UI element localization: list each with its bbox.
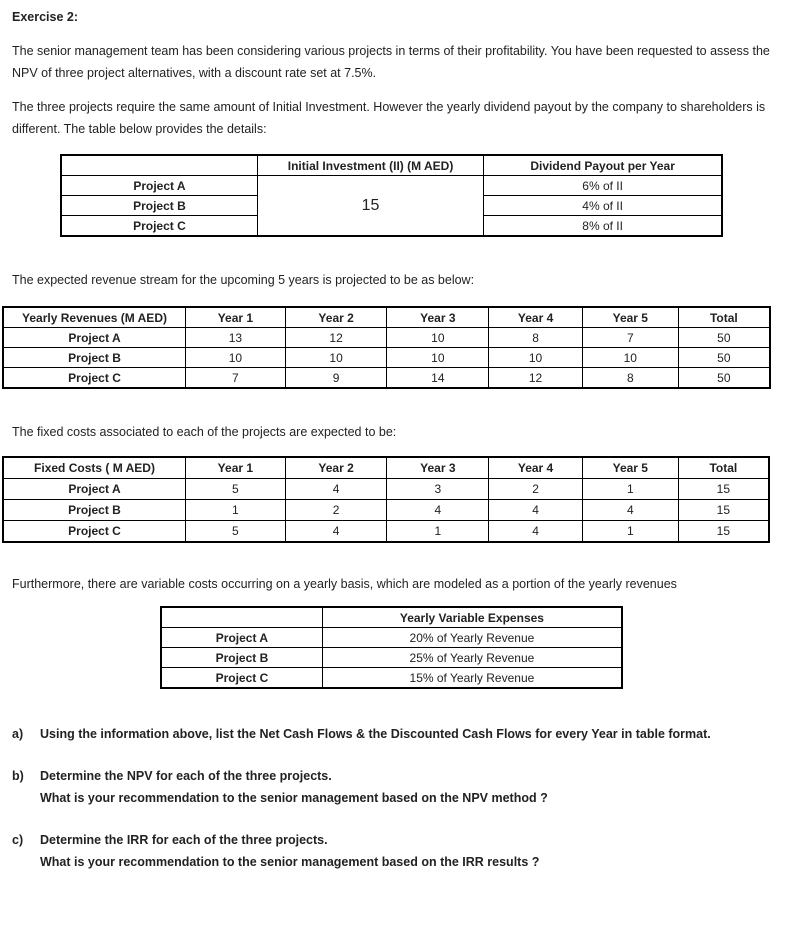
cell: 4 — [582, 500, 678, 521]
cell: 15 — [678, 521, 769, 543]
cell: 1 — [186, 500, 286, 521]
question-a-text: Using the information above, list the Net Cash Flows & the Discounted Cash Flows for every Year in table format. — [40, 727, 711, 741]
question-a-label: a) — [12, 727, 24, 741]
cell: 4 — [285, 479, 387, 500]
cell: 13 — [186, 328, 286, 348]
fixed-costs-table — [2, 456, 770, 543]
fixed-costs-intro: The fixed costs associated to each of the projects are expected to be: — [12, 425, 397, 439]
header-cell: Yearly Revenues (M AED) — [3, 307, 186, 328]
header-initial-investment: Initial Investment (II) (M AED) — [257, 155, 483, 176]
cell: 1 — [582, 521, 678, 543]
cell: 7 — [186, 368, 286, 389]
empty-header-cell — [61, 155, 257, 176]
intro-paragraph-1: The senior management team has been considering various projects in terms of their profitability. You have been requested to assess the NPV of three project alternatives, with a discount rate set at 7.5%. — [12, 44, 770, 80]
cell: 4 — [387, 500, 489, 521]
cell: 12 — [489, 368, 583, 389]
project-label: Project B — [61, 196, 257, 216]
dividend-value: 8% of II — [484, 216, 722, 237]
table-row — [161, 628, 622, 648]
variable-costs-intro: Furthermore, there are variable costs occurring on a yearly basis, which are modeled as a portion of the yearly revenues — [12, 577, 677, 591]
cell: 15 — [678, 500, 769, 521]
table-row — [161, 648, 622, 668]
empty-header-cell — [161, 607, 322, 628]
header-cell: Year 4 — [489, 457, 583, 479]
cell: 8 — [489, 328, 583, 348]
table-row — [3, 328, 770, 348]
cell: 4 — [489, 521, 583, 543]
question-b-label: b) — [12, 769, 24, 783]
table-row — [3, 500, 769, 521]
cell: 12 — [285, 328, 387, 348]
cell: 2 — [489, 479, 583, 500]
table-row — [3, 348, 770, 368]
project-label: Project B — [3, 348, 186, 368]
cell: 10 — [387, 328, 489, 348]
cell: 10 — [582, 348, 678, 368]
revenue-intro: The expected revenue stream for the upcoming 5 years is projected to be as below: — [12, 273, 475, 287]
cell: 14 — [387, 368, 489, 389]
header-cell: Year 2 — [285, 457, 387, 479]
question-c-label: c) — [12, 833, 24, 847]
cell: 3 — [387, 479, 489, 500]
cell: 8 — [582, 368, 678, 389]
cell: 50 — [678, 328, 770, 348]
project-label: Project C — [161, 668, 322, 689]
table-row — [3, 479, 769, 500]
project-label: Project B — [3, 500, 186, 521]
table-row — [3, 521, 769, 543]
question-c — [12, 829, 539, 873]
cell: 10 — [387, 348, 489, 368]
header-cell: Total — [678, 457, 769, 479]
project-label: Project C — [3, 368, 186, 389]
question-a — [12, 723, 711, 745]
cell: 2 — [285, 500, 387, 521]
question-b-line1: Determine the NPV for each of the three projects. — [40, 769, 332, 783]
header-variable-expenses: Yearly Variable Expenses — [322, 607, 622, 628]
header-cell: Year 3 — [387, 307, 489, 328]
cell: 15% of Yearly Revenue — [322, 668, 622, 689]
header-cell: Fixed Costs ( M AED) — [3, 457, 186, 479]
cell: 10 — [186, 348, 286, 368]
header-cell: Year 3 — [387, 457, 489, 479]
header-cell: Year 4 — [489, 307, 583, 328]
dividend-value: 4% of II — [484, 196, 722, 216]
project-label: Project B — [161, 648, 322, 668]
cell: 50 — [678, 348, 770, 368]
header-cell: Year 5 — [582, 307, 678, 328]
header-cell: Year 1 — [186, 457, 286, 479]
header-dividend-payout: Dividend Payout per Year — [484, 155, 722, 176]
header-cell: Year 5 — [582, 457, 678, 479]
cell: 10 — [285, 348, 387, 368]
header-cell: Year 2 — [285, 307, 387, 328]
cell: 9 — [285, 368, 387, 389]
cell: 1 — [387, 521, 489, 543]
project-label: Project A — [3, 328, 186, 348]
project-label: Project C — [3, 521, 186, 543]
question-c-line1: Determine the IRR for each of the three projects. — [40, 833, 328, 847]
cell: 10 — [489, 348, 583, 368]
cell: 25% of Yearly Revenue — [322, 648, 622, 668]
cell: 20% of Yearly Revenue — [322, 628, 622, 648]
project-label: Project A — [61, 176, 257, 196]
exercise-title: Exercise 2: — [12, 10, 79, 24]
project-label: Project C — [61, 216, 257, 237]
table-row — [161, 668, 622, 689]
cell: 5 — [186, 521, 286, 543]
table-row — [3, 368, 770, 389]
cell: 50 — [678, 368, 770, 389]
dividend-value: 6% of II — [484, 176, 722, 196]
project-label: Project A — [161, 628, 322, 648]
investment-dividend-table — [60, 154, 723, 237]
header-cell: Year 1 — [186, 307, 286, 328]
yearly-revenues-table — [2, 306, 771, 389]
cell: 5 — [186, 479, 286, 500]
project-label: Project A — [3, 479, 186, 500]
initial-investment-value: 15 — [257, 176, 483, 237]
header-cell: Total — [678, 307, 770, 328]
question-c-line2: What is your recommendation to the senior management based on the IRR results ? — [40, 855, 540, 869]
cell: 7 — [582, 328, 678, 348]
question-b — [12, 765, 548, 809]
question-b-line2: What is your recommendation to the senior management based on the NPV method ? — [40, 791, 548, 805]
cell: 15 — [678, 479, 769, 500]
cell: 1 — [582, 479, 678, 500]
variable-expenses-table — [160, 606, 623, 689]
cell: 4 — [285, 521, 387, 543]
cell: 4 — [489, 500, 583, 521]
intro-paragraph-2: The three projects require the same amount of Initial Investment. However the yearly dividend payout by the company to shareholders is different. The table below provides the details: — [12, 100, 766, 136]
